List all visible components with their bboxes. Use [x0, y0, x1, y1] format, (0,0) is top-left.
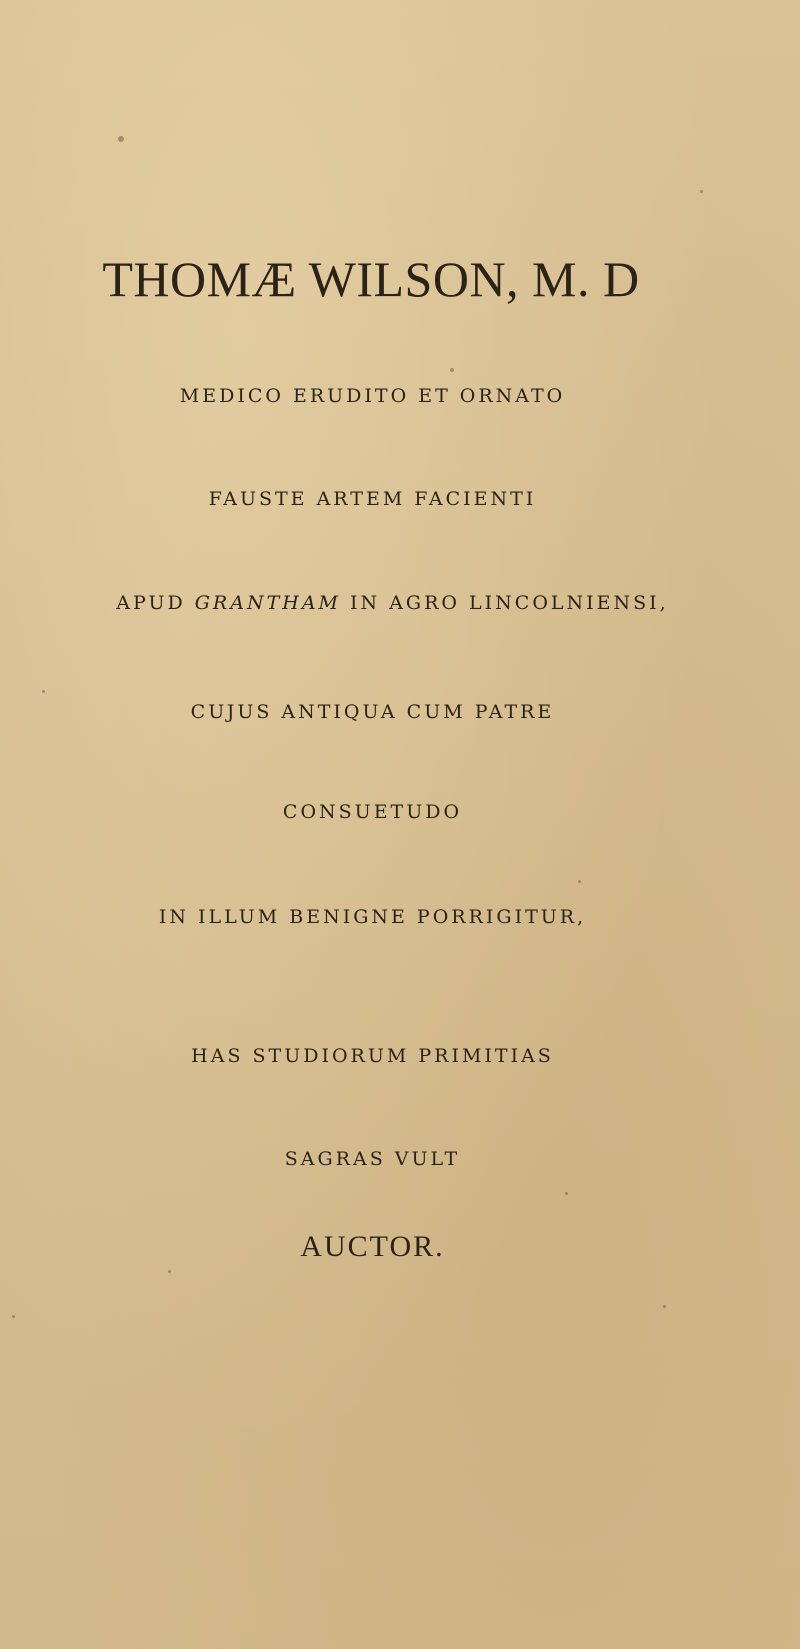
author-signature: AUCTOR.	[300, 1230, 445, 1263]
paper-speck	[12, 1315, 15, 1318]
paper-speck	[42, 690, 45, 693]
paper-speck	[565, 1192, 568, 1195]
dedication-line-7: HAS STUDIORUM PRIMITIAS	[191, 1045, 554, 1067]
dedication-line-5: CONSUETUDO	[282, 801, 463, 823]
paper-speck	[450, 368, 454, 372]
dedication-line-4: CUJUS ANTIQUA CUM PATRE	[190, 701, 555, 723]
dedicatee-name: THOMÆ WILSON, M. D	[102, 251, 640, 307]
paper-speck	[700, 190, 703, 193]
paper-speck	[118, 136, 124, 142]
dedication-line-3	[0, 592, 800, 614]
line-3-prefix: APUD	[116, 592, 195, 614]
paper-speck	[578, 880, 581, 883]
place-name: GRANTHAM	[194, 592, 341, 614]
line-3-suffix: IN AGRO LINCOLNIENSI,	[341, 592, 669, 614]
dedication-line-6: IN ILLUM BENIGNE PORRIGITUR,	[158, 906, 587, 928]
dedication-line-8: SAGRAS VULT	[284, 1148, 461, 1170]
paper-speck	[663, 1305, 666, 1308]
dedication-line-1: MEDICO ERUDITO ET ORNATO	[179, 385, 566, 407]
paper-speck	[168, 1270, 171, 1273]
dedication-line-2: FAUSTE ARTEM FACIENTI	[208, 488, 537, 510]
